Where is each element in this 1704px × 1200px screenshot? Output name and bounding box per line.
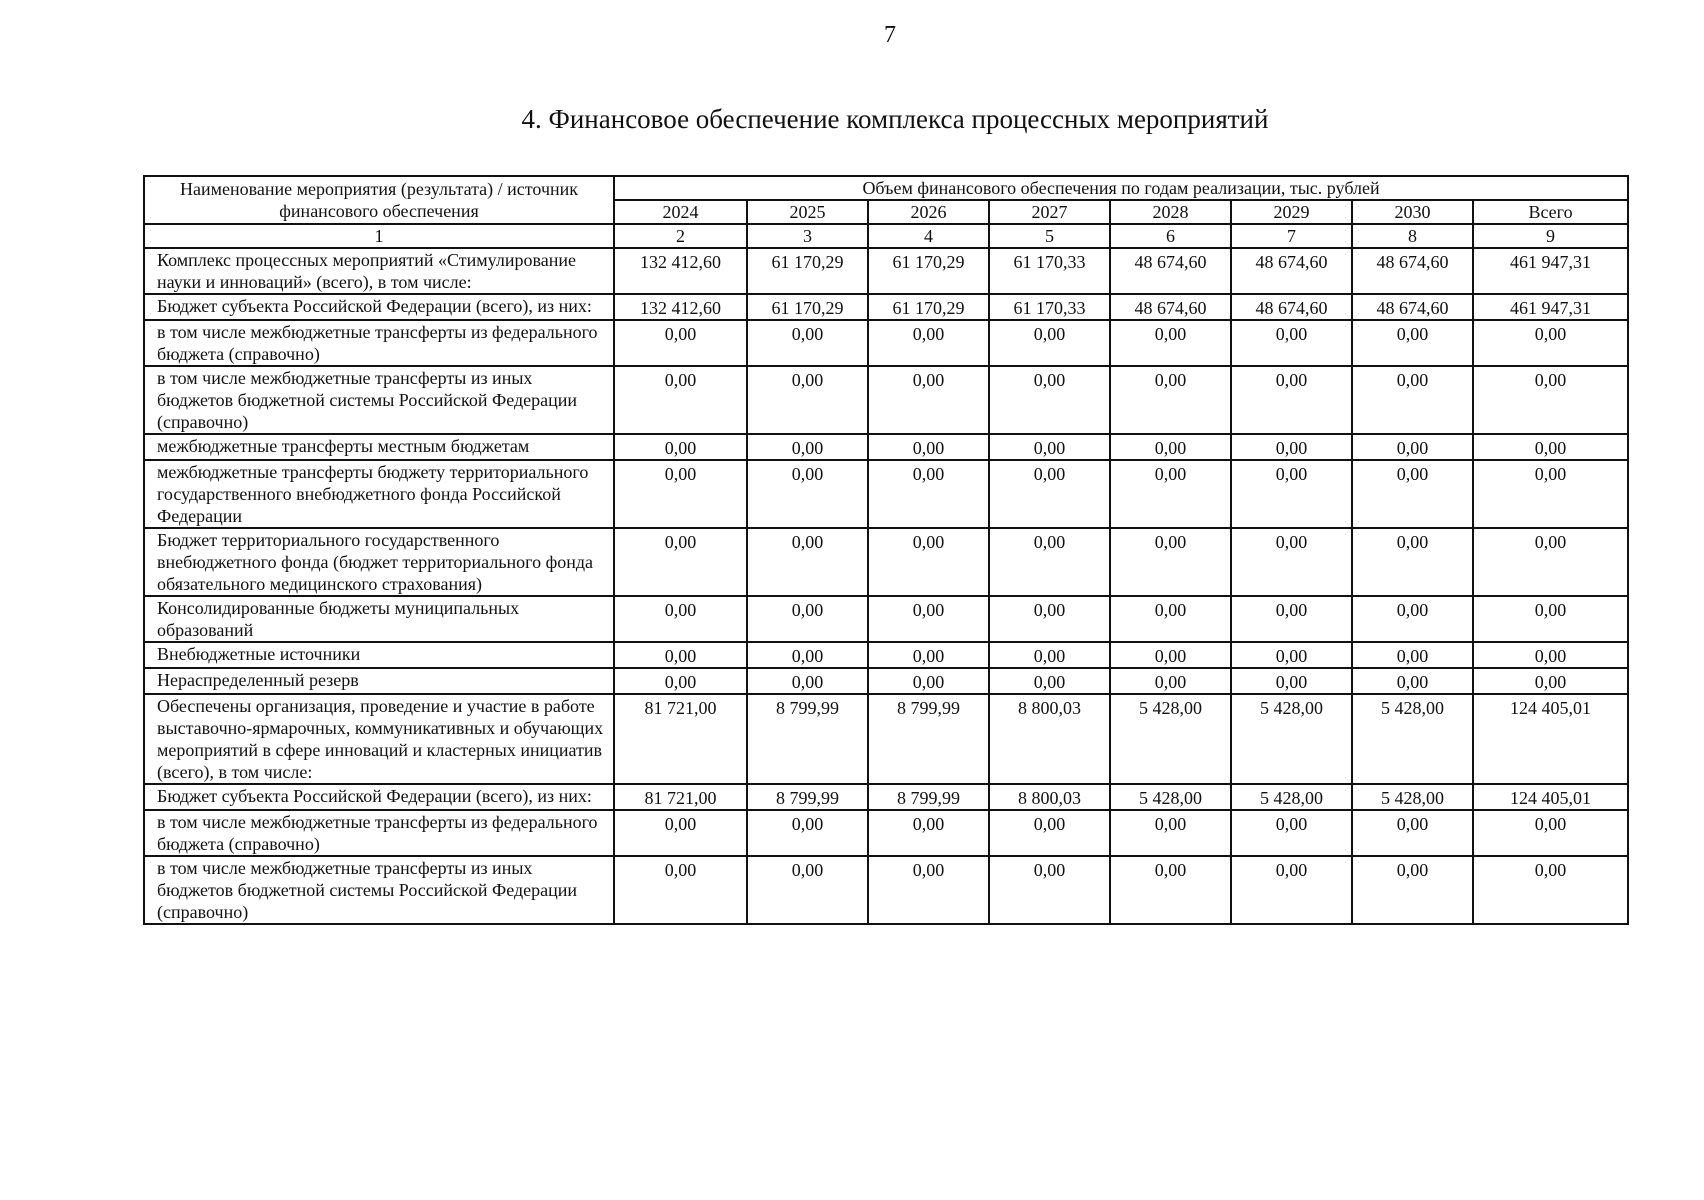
row-value-cell: 48 674,60 (1231, 294, 1352, 320)
row-value-cell: 0,00 (1231, 642, 1352, 668)
row-name: Внебюджетные источники (144, 642, 614, 668)
row-value-cell: 0,00 (614, 596, 747, 642)
year-header: 2029 (1231, 200, 1352, 224)
row-total-cell: 461 947,31 (1473, 248, 1628, 294)
row-value-cell: 0,00 (868, 528, 989, 596)
year-header: 2026 (868, 200, 989, 224)
row-value-cell: 0,00 (1352, 668, 1473, 694)
row-total-cell: 0,00 (1473, 528, 1628, 596)
year-header: 2025 (747, 200, 868, 224)
row-value-cell: 0,00 (747, 856, 868, 924)
row-value-cell: 61 170,29 (747, 248, 868, 294)
row-value-cell: 8 799,99 (747, 784, 868, 810)
year-header: 2024 (614, 200, 747, 224)
row-name: Комплекс процессных мероприятий «Стимулирование науки и инноваций» (всего), в том числе: (144, 248, 614, 294)
row-total-cell: 0,00 (1473, 596, 1628, 642)
row-total-cell: 0,00 (1473, 668, 1628, 694)
row-name: межбюджетные трансферты бюджету территориального государственного внебюджетного фонда Российской Федерации (144, 460, 614, 528)
row-value-cell: 0,00 (868, 810, 989, 856)
row-value-cell: 0,00 (1352, 642, 1473, 668)
table-row (144, 528, 1628, 596)
row-value-cell: 0,00 (1110, 856, 1231, 924)
table-body (144, 248, 1628, 924)
row-value-cell: 0,00 (1231, 856, 1352, 924)
row-value-cell: 48 674,60 (1231, 248, 1352, 294)
table-row (144, 784, 1628, 810)
row-value-cell: 61 170,29 (747, 294, 868, 320)
row-value-cell: 0,00 (747, 668, 868, 694)
row-value-cell: 0,00 (1231, 596, 1352, 642)
table-row (144, 642, 1628, 668)
row-value-cell: 61 170,29 (868, 248, 989, 294)
name-column-header: Наименование мероприятия (результата) / источник финансового обеспечения (144, 176, 614, 224)
row-value-cell: 8 799,99 (747, 694, 868, 784)
row-total-cell: 0,00 (1473, 366, 1628, 434)
row-value-cell: 0,00 (868, 596, 989, 642)
column-number: 6 (1110, 224, 1231, 248)
financing-table (143, 175, 1629, 925)
row-name: Нераспределенный резерв (144, 668, 614, 694)
table-row (144, 596, 1628, 642)
row-value-cell: 8 800,03 (989, 694, 1110, 784)
row-value-cell: 0,00 (989, 460, 1110, 528)
row-value-cell: 0,00 (868, 668, 989, 694)
row-value-cell: 0,00 (614, 642, 747, 668)
column-number: 7 (1231, 224, 1352, 248)
column-number: 9 (1473, 224, 1628, 248)
row-value-cell: 0,00 (868, 460, 989, 528)
row-total-cell: 0,00 (1473, 460, 1628, 528)
row-value-cell: 8 799,99 (868, 694, 989, 784)
table-row (144, 668, 1628, 694)
row-value-cell: 0,00 (614, 460, 747, 528)
row-value-cell: 48 674,60 (1110, 294, 1231, 320)
row-value-cell: 132 412,60 (614, 294, 747, 320)
row-total-cell: 0,00 (1473, 434, 1628, 460)
row-value-cell: 0,00 (1231, 320, 1352, 366)
row-value-cell: 0,00 (614, 668, 747, 694)
row-name: Бюджет субъекта Российской Федерации (всего), из них: (144, 294, 614, 320)
row-name: Бюджет территориального государственного внебюджетного фонда (бюджет территориального фонда обязательного медицинского страхования) (144, 528, 614, 596)
row-value-cell: 0,00 (1231, 528, 1352, 596)
table-row (144, 460, 1628, 528)
row-value-cell: 0,00 (868, 434, 989, 460)
row-value-cell: 0,00 (1110, 810, 1231, 856)
section-title: 4. Финансовое обеспечение комплекса процессных мероприятий (521, 104, 1269, 134)
row-name: в том числе межбюджетные трансферты из иных бюджетов бюджетной системы Российской Федерации (справочно) (144, 856, 614, 924)
row-value-cell: 0,00 (989, 596, 1110, 642)
row-total-cell: 0,00 (1473, 642, 1628, 668)
row-value-cell: 0,00 (1352, 810, 1473, 856)
row-value-cell: 0,00 (614, 528, 747, 596)
row-name: Бюджет субъекта Российской Федерации (всего), из них: (144, 784, 614, 810)
row-value-cell: 48 674,60 (1352, 294, 1473, 320)
group-column-header: Объем финансового обеспечения по годам реализации, тыс. рублей (614, 176, 1628, 200)
row-value-cell: 0,00 (1231, 460, 1352, 528)
total-header: Всего (1473, 200, 1628, 224)
row-value-cell: 0,00 (1352, 434, 1473, 460)
row-name: Консолидированные бюджеты муниципальных образований (144, 596, 614, 642)
row-value-cell: 0,00 (1110, 366, 1231, 434)
row-value-cell: 0,00 (747, 528, 868, 596)
row-total-cell: 124 405,01 (1473, 694, 1628, 784)
row-total-cell: 0,00 (1473, 810, 1628, 856)
table-row (144, 294, 1628, 320)
column-number: 2 (614, 224, 747, 248)
year-header: 2027 (989, 200, 1110, 224)
row-value-cell: 0,00 (747, 320, 868, 366)
row-total-cell: 124 405,01 (1473, 784, 1628, 810)
row-value-cell: 81 721,00 (614, 784, 747, 810)
row-value-cell: 0,00 (1110, 460, 1231, 528)
row-value-cell: 61 170,29 (868, 294, 989, 320)
row-name: Обеспечены организация, проведение и участие в работе выставочно-ярмарочных, коммуникативных и обучающих мероприятий в сфере инноваций и кластерных инициатив (всего), в том числе: (144, 694, 614, 784)
row-value-cell: 48 674,60 (1352, 248, 1473, 294)
table-row (144, 810, 1628, 856)
row-value-cell: 0,00 (1110, 528, 1231, 596)
row-value-cell: 5 428,00 (1352, 784, 1473, 810)
column-number: 8 (1352, 224, 1473, 248)
row-name: в том числе межбюджетные трансферты из федерального бюджета (справочно) (144, 320, 614, 366)
row-value-cell: 0,00 (1352, 528, 1473, 596)
column-number: 4 (868, 224, 989, 248)
row-name: в том числе межбюджетные трансферты из федерального бюджета (справочно) (144, 810, 614, 856)
row-value-cell: 0,00 (989, 668, 1110, 694)
row-value-cell: 61 170,33 (989, 294, 1110, 320)
row-value-cell: 0,00 (1110, 668, 1231, 694)
row-value-cell: 0,00 (1110, 320, 1231, 366)
row-total-cell: 0,00 (1473, 856, 1628, 924)
row-value-cell: 0,00 (989, 528, 1110, 596)
row-value-cell: 0,00 (1110, 434, 1231, 460)
row-total-cell: 461 947,31 (1473, 294, 1628, 320)
table-row (144, 248, 1628, 294)
row-value-cell: 0,00 (1110, 596, 1231, 642)
table-row (144, 320, 1628, 366)
row-value-cell: 0,00 (1352, 366, 1473, 434)
row-value-cell: 0,00 (1231, 434, 1352, 460)
row-value-cell: 0,00 (1231, 668, 1352, 694)
row-value-cell: 0,00 (747, 366, 868, 434)
row-value-cell: 0,00 (1231, 810, 1352, 856)
row-value-cell: 0,00 (989, 642, 1110, 668)
row-value-cell: 0,00 (614, 810, 747, 856)
row-value-cell: 0,00 (747, 596, 868, 642)
row-value-cell: 48 674,60 (1110, 248, 1231, 294)
column-number: 3 (747, 224, 868, 248)
row-name: в том числе межбюджетные трансферты из иных бюджетов бюджетной системы Российской Федерации (справочно) (144, 366, 614, 434)
row-value-cell: 0,00 (868, 642, 989, 668)
row-value-cell: 0,00 (989, 434, 1110, 460)
row-value-cell: 8 799,99 (868, 784, 989, 810)
row-value-cell: 5 428,00 (1231, 694, 1352, 784)
row-value-cell: 5 428,00 (1110, 784, 1231, 810)
row-value-cell: 81 721,00 (614, 694, 747, 784)
row-value-cell: 0,00 (868, 320, 989, 366)
row-total-cell: 0,00 (1473, 320, 1628, 366)
row-value-cell: 0,00 (989, 366, 1110, 434)
year-header: 2028 (1110, 200, 1231, 224)
row-value-cell: 5 428,00 (1352, 694, 1473, 784)
row-name: межбюджетные трансферты местным бюджетам (144, 434, 614, 460)
row-value-cell: 0,00 (989, 856, 1110, 924)
row-value-cell: 0,00 (989, 810, 1110, 856)
row-value-cell: 0,00 (747, 434, 868, 460)
row-value-cell: 0,00 (614, 320, 747, 366)
table-row (144, 694, 1628, 784)
row-value-cell: 0,00 (614, 856, 747, 924)
row-value-cell: 0,00 (868, 366, 989, 434)
row-value-cell: 0,00 (614, 434, 747, 460)
row-value-cell: 5 428,00 (1110, 694, 1231, 784)
row-value-cell: 0,00 (1231, 366, 1352, 434)
row-value-cell: 0,00 (614, 366, 747, 434)
table-row (144, 856, 1628, 924)
table-row (144, 434, 1628, 460)
row-value-cell: 61 170,33 (989, 248, 1110, 294)
row-value-cell: 8 800,03 (989, 784, 1110, 810)
page-number: 7 (884, 22, 896, 48)
row-value-cell: 132 412,60 (614, 248, 747, 294)
row-value-cell: 0,00 (868, 856, 989, 924)
row-value-cell: 0,00 (747, 642, 868, 668)
column-number: 5 (989, 224, 1110, 248)
column-number: 1 (144, 224, 614, 248)
row-value-cell: 0,00 (1352, 596, 1473, 642)
row-value-cell: 0,00 (1352, 320, 1473, 366)
row-value-cell: 0,00 (747, 810, 868, 856)
table-row (144, 366, 1628, 434)
row-value-cell: 0,00 (747, 460, 868, 528)
row-value-cell: 0,00 (989, 320, 1110, 366)
row-value-cell: 0,00 (1352, 460, 1473, 528)
year-header: 2030 (1352, 200, 1473, 224)
row-value-cell: 0,00 (1352, 856, 1473, 924)
row-value-cell: 0,00 (1110, 642, 1231, 668)
row-value-cell: 5 428,00 (1231, 784, 1352, 810)
